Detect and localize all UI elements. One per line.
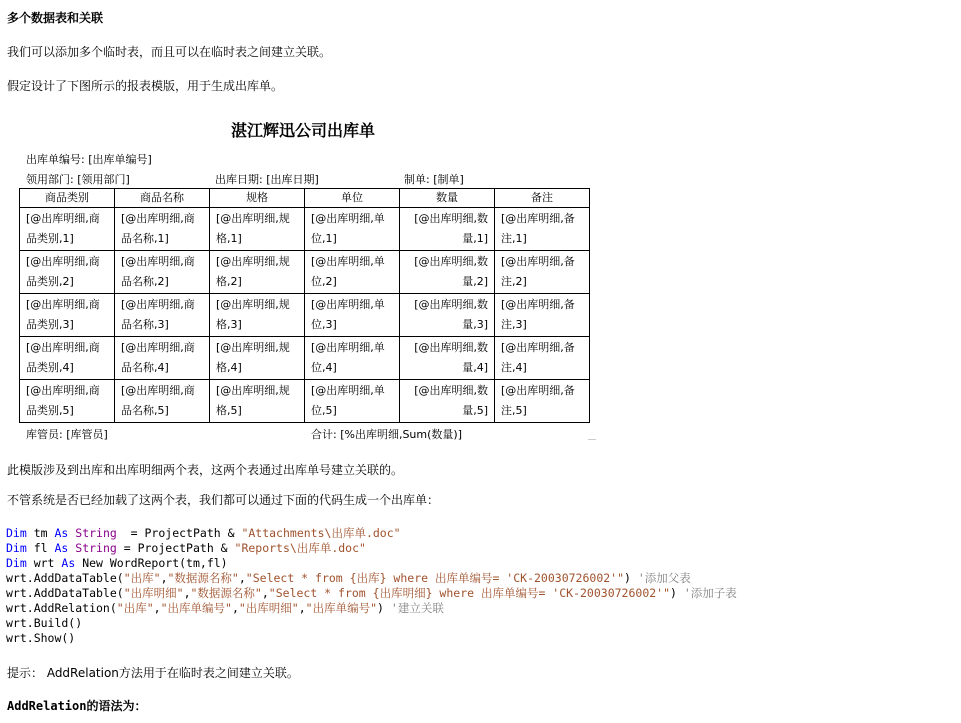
table-cell: [@出库明细,商 品类别,2]	[20, 251, 115, 294]
table-cell: [@出库明细,备 注,3]	[495, 294, 590, 337]
table-row	[20, 251, 590, 294]
maker-field: 制单: [制单]	[404, 173, 464, 186]
column-header: 商品类别	[20, 189, 115, 208]
column-header: 数量	[400, 189, 495, 208]
table-cell: [@出库明细,单 位,1]	[305, 208, 400, 251]
column-header: 规格	[210, 189, 305, 208]
keeper-field: 库管员: [库管员]	[26, 428, 108, 441]
table-cell: [@出库明细,数 量,2]	[400, 251, 495, 294]
report-title: 湛江辉迅公司出库单	[231, 121, 376, 140]
table-cell: [@出库明细,单 位,5]	[305, 380, 400, 423]
table-cell: [@出库明细,商 品类别,3]	[20, 294, 115, 337]
table-cell: [@出库明细,单 位,3]	[305, 294, 400, 337]
table-cell: [@出库明细,备 注,2]	[495, 251, 590, 294]
paragraph-code-intro: 不管系统是否已经加载了这两个表，我们都可以通过下面的代码生成一个出库单：	[7, 493, 440, 507]
table-cell: [@出库明细,备 注,5]	[495, 380, 590, 423]
column-header: 单位	[305, 189, 400, 208]
column-header: 备注	[495, 189, 590, 208]
code-line: Dim fl As String = ProjectPath & "Reports\出库单.doc"	[6, 541, 366, 555]
table-cell: [@出库明细,商 品名称,1]	[115, 208, 210, 251]
table-cell: [@出库明细,备 注,4]	[495, 337, 590, 380]
table-cell: [@出库明细,规 格,1]	[210, 208, 305, 251]
table-cell: [@出库明细,备 注,1]	[495, 208, 590, 251]
table-cell: [@出库明细,数 量,5]	[400, 380, 495, 423]
date-field: 出库日期: [出库日期]	[215, 173, 319, 186]
table-cell: [@出库明细,商 品名称,4]	[115, 337, 210, 380]
code-line: wrt.Build()	[6, 616, 83, 630]
department-field: 领用部门: [领用部门]	[26, 173, 130, 186]
table-cell: [@出库明细,规 格,3]	[210, 294, 305, 337]
table-cell: [@出库明细,单 位,4]	[305, 337, 400, 380]
code-block	[6, 526, 737, 646]
column-header: 商品名称	[115, 189, 210, 208]
table-cell: [@出库明细,数 量,4]	[400, 337, 495, 380]
syntax-heading: AddRelation的语法为：	[7, 699, 147, 713]
report-template-image	[6, 112, 870, 457]
table-cell: [@出库明细,数 量,3]	[400, 294, 495, 337]
divider	[588, 439, 596, 440]
table-cell: [@出库明细,商 品名称,2]	[115, 251, 210, 294]
paragraph-relation: 此模版涉及到出库和出库明细两个表，这两个表通过出库单号建立关联的。	[7, 463, 404, 477]
code-line: wrt.AddDataTable("出库","数据源名称","Select * from {出库} where 出库单编号= 'CK-20030726002'") '添加父表	[6, 571, 691, 585]
table-row	[20, 380, 590, 423]
total-field: 合计: [%出库明细,Sum(数量)]	[311, 428, 462, 441]
table-cell: [@出库明细,商 品名称,5]	[115, 380, 210, 423]
paragraph-template: 假定设计了下图所示的报表模版，用于生成出库单。	[7, 79, 284, 93]
table-cell: [@出库明细,规 格,5]	[210, 380, 305, 423]
code-line: wrt.AddDataTable("出库明细","数据源名称","Select * from {出库明细} where 出库单编号= 'CK-20030726002'") '添加子表	[6, 586, 737, 600]
table-cell: [@出库明细,规 格,4]	[210, 337, 305, 380]
table-header-row	[20, 189, 590, 208]
table-cell: [@出库明细,商 品类别,5]	[20, 380, 115, 423]
code-line: Dim wrt As New WordReport(tm,fl)	[6, 556, 228, 570]
table-cell: [@出库明细,商 品类别,1]	[20, 208, 115, 251]
table-cell: [@出库明细,商 品类别,4]	[20, 337, 115, 380]
table-cell: [@出库明细,数 量,1]	[400, 208, 495, 251]
code-line: Dim tm As String = ProjectPath & "Attachments\出库单.doc"	[6, 526, 401, 540]
paragraph-intro: 我们可以添加多个临时表，而且可以在临时表之间建立关联。	[7, 45, 332, 59]
table-cell: [@出库明细,规 格,2]	[210, 251, 305, 294]
section-heading: 多个数据表和关联	[7, 11, 104, 25]
table-row	[20, 294, 590, 337]
code-line: wrt.AddRelation("出库","出库单编号","出库明细","出库单编号") '建立关联	[6, 601, 444, 615]
table-row	[20, 208, 590, 251]
table-row	[20, 337, 590, 380]
order-number-field: 出库单编号: [出库单编号]	[26, 153, 152, 166]
table-cell: [@出库明细,商 品名称,3]	[115, 294, 210, 337]
report-table	[19, 188, 590, 423]
table-cell: [@出库明细,单 位,2]	[305, 251, 400, 294]
tip-text: 提示： AddRelation方法用于在临时表之间建立关联。	[7, 666, 299, 680]
code-line: wrt.Show()	[6, 631, 76, 645]
